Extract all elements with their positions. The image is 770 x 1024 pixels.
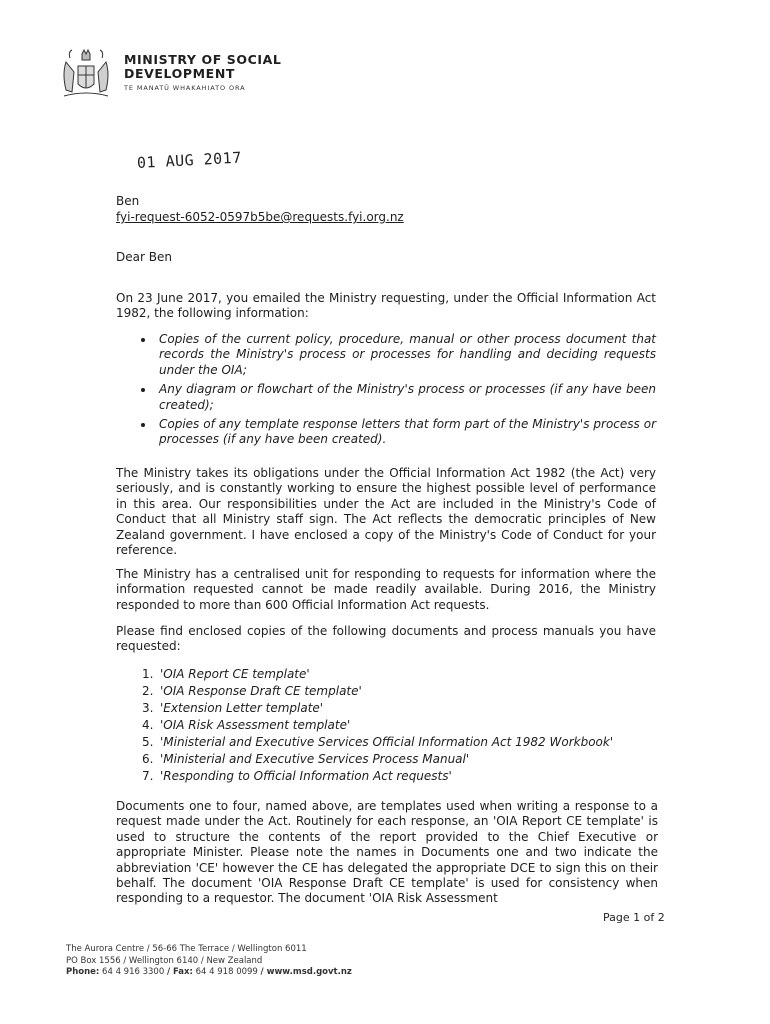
list-item-text: 'OIA Response Draft CE template': [160, 684, 362, 698]
requested-items-list: [138, 332, 656, 452]
list-item: [142, 683, 613, 700]
organisation-name-line2: DEVELOPMENT: [124, 66, 236, 81]
footer-address-line1: The Aurora Centre / 56-66 The Terrace / Wellington 6011: [66, 944, 307, 954]
organisation-name: [124, 53, 282, 81]
documents-list: [142, 666, 613, 785]
list-item-text: 'OIA Risk Assessment template': [160, 718, 351, 732]
website-link[interactable]: / www.msd.govt.nz: [260, 967, 352, 977]
paragraph-obligations: The Ministry takes its obligations under the Official Information Act 1982 (the Act) very seriously, and is constantly working to ensure the highest possible level of performance in this area. Our responsibilities under the Act are included in the Ministry's Code of Conduct that all Ministry staff sign. The Act reflects the democratic principles of New Zealand government. I have enclosed a copy of the Ministry's Code of Conduct for your reference.: [116, 466, 656, 558]
footer: [66, 944, 352, 979]
date-stamp: 01 AUG 2017: [136, 148, 243, 172]
page-number: Page 1 of 2: [603, 911, 665, 924]
bullet-icon: [141, 388, 145, 392]
paragraph-templates: Documents one to four, named above, are templates used when writing a response to a request made under the Act. Routinely for each response, an 'OIA Report CE template' is used to structure the contents of the report provided to the Chief Executive or appropriate Minister. Please note the names in Documents one and two indicate the abbreviation 'CE' however the CE has delegated the appropriate DCE to sign this on their behalf. The document 'OIA Response Draft CE template' is used for consistency when responding to a requestor. The document 'OIA Risk Assessment: [116, 799, 658, 906]
organisation-subtitle: TE MANATŪ WHAKAHIATO ORA: [124, 84, 246, 92]
list-item: [142, 717, 613, 734]
bullet-icon: [141, 338, 145, 342]
paragraph-centralised-unit: The Ministry has a centralised unit for responding to requests for information where the information requested cannot be made readily available. During 2016, the Ministry responded to more than 600 Official Information Act requests.: [116, 567, 656, 612]
paragraph-request: On 23 June 2017, you emailed the Ministry requesting, under the Official Information Act 1982, the following information:: [116, 291, 656, 321]
list-item: [138, 417, 656, 448]
list-item-text: 'Ministerial and Executive Services Official Information Act 1982 Workbook': [160, 735, 614, 749]
list-item-text: 'Responding to Official Information Act requests': [160, 769, 452, 783]
list-item-text: 'Extension Letter template': [160, 701, 324, 715]
salutation: Dear Ben: [116, 250, 172, 264]
list-item-number: 2.: [142, 684, 154, 698]
list-item-text: 'OIA Report CE template': [160, 667, 310, 681]
list-item-number: 6.: [142, 752, 154, 766]
list-item: [142, 751, 613, 768]
footer-address-line2: PO Box 1556 / Wellington 6140 / New Zealand: [66, 955, 263, 966]
list-item-number: 4.: [142, 718, 154, 732]
coat-of-arms-logo: [58, 46, 114, 100]
list-item-number: 3.: [142, 701, 154, 715]
list-item-number: 1.: [142, 667, 154, 681]
list-item-number: 5.: [142, 735, 154, 749]
paragraph-enclosed-documents: Please find enclosed copies of the following documents and process manuals you have requested:: [116, 624, 656, 654]
list-item-text: Copies of the current policy, procedure, manual or other process document that records the Ministry's process or processes for handling and deciding requests under the OIA;: [159, 332, 656, 377]
footer-contact-line: [66, 967, 352, 979]
fax-number: 64 4 918 0099: [195, 967, 258, 977]
organisation-name-line1: MINISTRY OF SOCIAL: [124, 52, 282, 67]
list-item: [142, 700, 613, 717]
list-item: [138, 332, 656, 378]
phone-label: Phone:: [66, 967, 100, 977]
list-item: [138, 382, 656, 413]
recipient-email-link[interactable]: fyi-request-6052-0597b5be@requests.fyi.org.nz: [116, 210, 404, 224]
list-item-text: Copies of any template response letters that form part of the Ministry's process or processes (if any have been created).: [159, 417, 656, 447]
list-item-text: 'Ministerial and Executive Services Process Manual': [160, 752, 470, 766]
bullet-icon: [141, 423, 145, 427]
list-item-number: 7.: [142, 769, 154, 783]
list-item: [142, 734, 613, 751]
list-item: [142, 768, 613, 785]
recipient-name: Ben: [116, 194, 140, 208]
list-item-text: Any diagram or flowchart of the Ministry's process or processes (if any have been created);: [159, 382, 656, 412]
list-item: [142, 666, 613, 683]
phone-number: 64 4 916 3300: [102, 967, 165, 977]
fax-label: / Fax:: [166, 967, 193, 977]
